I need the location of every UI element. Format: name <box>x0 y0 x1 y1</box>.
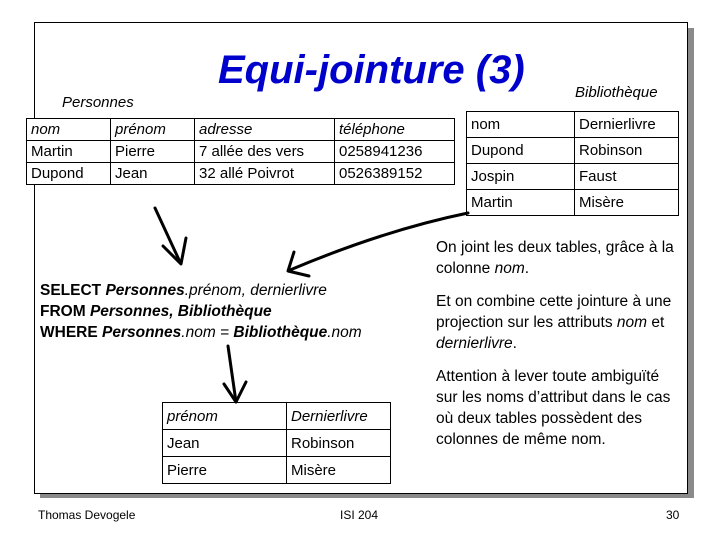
table-cell: Pierre <box>111 141 195 163</box>
arrow-down-left-icon <box>155 208 186 264</box>
personnes-caption: Personnes <box>62 94 134 111</box>
header-cell: prénom <box>163 403 287 430</box>
table-cell: Jean <box>163 430 287 457</box>
note-join: On joint les deux tables, grâce à la colonne nom. <box>436 239 674 277</box>
footer-author: Thomas Devogele <box>38 508 136 522</box>
table-cell: Jospin <box>467 164 575 190</box>
table-cell: Misère <box>575 190 679 216</box>
table-cell: 32 allé Poivrot <box>195 163 335 185</box>
bibliotheque-caption: Bibliothèque <box>575 84 658 101</box>
table-cell: Misère <box>287 457 391 484</box>
table-cell: Pierre <box>163 457 287 484</box>
header-cell: adresse <box>195 119 335 141</box>
table-cell: 7 allée des vers <box>195 141 335 163</box>
table-cell: Martin <box>27 141 111 163</box>
header-cell: Dernierlivre <box>287 403 391 430</box>
arrow-down-icon <box>224 346 246 402</box>
sql-where-line: WHERE Personnes.nom = Bibliothèque.nom <box>40 324 362 341</box>
sql-from-line: FROM Personnes, Bibliothèque <box>40 303 272 320</box>
footer-course: ISI 204 <box>340 508 379 522</box>
slide-title: Equi-jointure (3) <box>218 48 525 92</box>
note-projection: Et on combine cette jointure à une projection sur les attributs nom et dernierlivre. <box>436 293 672 352</box>
table-cell: Jean <box>111 163 195 185</box>
table-cell: Martin <box>467 190 575 216</box>
table-cell: Faust <box>575 164 679 190</box>
page-number: 30 <box>666 508 680 522</box>
table-cell: 0526389152 <box>335 163 455 185</box>
table-cell: Robinson <box>287 430 391 457</box>
header-cell: nom <box>467 112 575 138</box>
table-cell: Robinson <box>575 138 679 164</box>
header-cell: Dernierlivre <box>575 112 679 138</box>
header-cell: téléphone <box>335 119 455 141</box>
note-ambiguity: Attention à lever toute ambiguïté sur les noms d’attribut dans le cas où deux tables possèdent des colonnes de même nom. <box>436 368 671 448</box>
table-cell: Dupond <box>27 163 111 185</box>
arrow-curve-left-icon <box>288 213 468 276</box>
table-cell: 0258941236 <box>335 141 455 163</box>
header-cell: prénom <box>111 119 195 141</box>
header-cell: nom <box>27 119 111 141</box>
table-cell: Dupond <box>467 138 575 164</box>
sql-select-line: SELECT Personnes.prénom, dernierlivre <box>40 282 327 299</box>
